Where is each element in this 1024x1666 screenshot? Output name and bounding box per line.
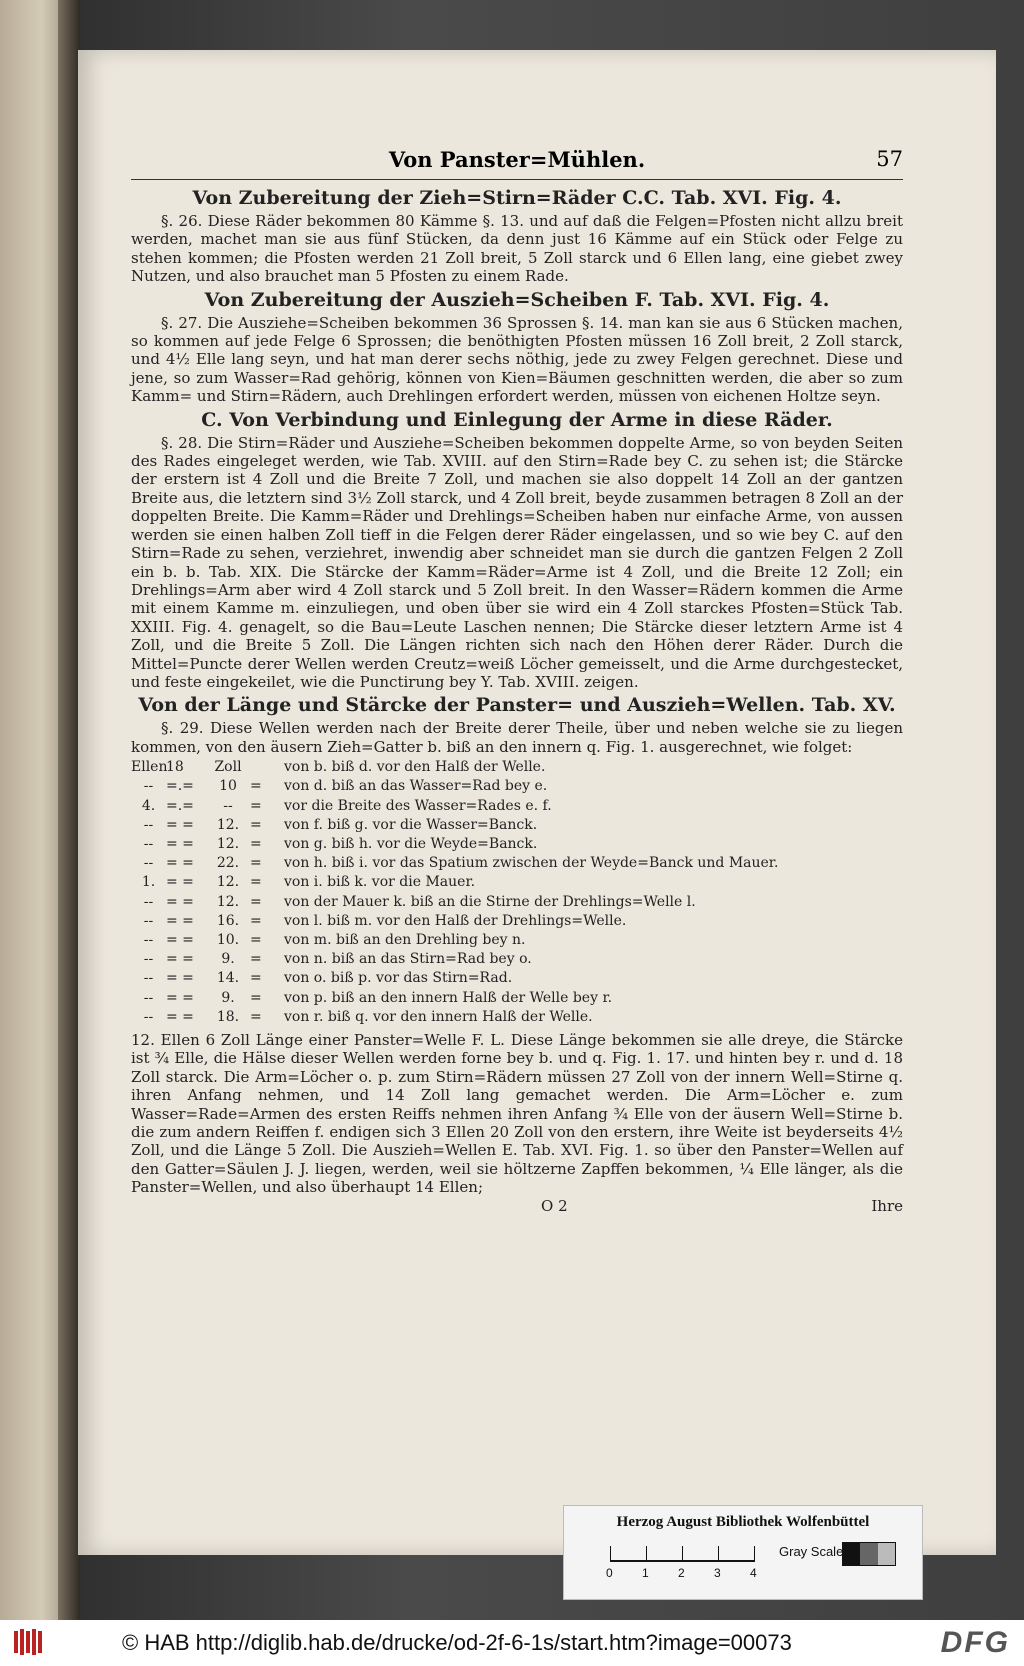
list-item: -- = = 18. = von r. biß q. vor den innern Halß der Welle. [143,1008,593,1025]
paragraph-26: §. 26. Diese Räder bekommen 80 Kämme §. 13. und auf daß die Felgen=Pfosten nicht allzu breit werden, machet man sie aus fünf Stücken, da denn just 16 Kämme auf ein Stück oder Felge zu stehen kommen; die Pfosten werden 21 Zoll breit, 5 Zoll starck und 6 Ellen lang, eine giebet zwey Nutzen, und also brauchet man 5 Pfosten zu einem Rade. [131,212,903,286]
gray-scale-swatches [842,1542,896,1566]
footer-bar [0,1620,1024,1666]
scale-label: 1 [642,1566,649,1580]
plate-title: Herzog August Bibliothek Wolfenbüttel [616,1514,870,1530]
scale-label: 2 [678,1566,685,1580]
library-color-plate [563,1505,923,1600]
book-binding [58,0,80,1620]
list-item: -- = = 14. = von o. biß p. vor das Stirn=Rad. [143,970,513,987]
running-head [131,145,903,180]
paragraph-27: §. 27. Die Ausziehe=Scheiben bekommen 36 Sprossen §. 14. man kan sie aus 6 Stücken machen, so kommen auf jede Felge 6 Sprossen; die benöthigten Pfosten müssen 16 Zoll breit, 2 Zoll starck, und 4½ Elle lang seyn, und hat man derer sechs nöthig, jede zu zwey Felgen gerechnet. Diese und jene, so zum Wasser=Rad gehörig, können von Kien=Bäumen geschnitten werden, die aber so zum Kamm= und Stirn=Rädern, auch Drehlingen erfordert werden, müssen von eichenen Holtze seyn. [131,313,903,406]
list-item: -- = = 12. = von f. biß g. vor die Wasser=Banck. [143,816,538,833]
list-item: 1. = = 12. = von i. biß k. vor die Mauer. [141,874,476,891]
scale-label: 0 [606,1566,613,1580]
heading-2: Von Zubereitung der Auszieh=Scheiben F. Tab. XVI. Fig. 4. [204,288,830,311]
hab-logo-icon [12,1627,46,1657]
scale-label: 4 [750,1566,757,1580]
scale-ruler [610,1544,755,1562]
list-item: 4. =.= -- = vor die Breite des Wasser=Rades e. f. [141,797,552,814]
page-content [131,184,903,1215]
list-item: -- = = 12. = von g. biß h. vor die Weyde=Banck. [143,835,538,852]
list-item: -- = = 10. = von m. biß an den Drehling bey n. [143,931,526,948]
page-number: 57 [876,147,903,171]
catchword-line [131,1197,903,1215]
catchword: Ihre [871,1196,903,1215]
list-item: -- = = 12. = von der Mauer k. biß an die Stirne der Drehlings=Welle l. [143,893,696,910]
list-item: Ellen 18 Zoll von b. biß d. vor den Halß der Welle. [131,759,546,776]
list-item: -- = = 22. = von h. biß i. vor das Spatium zwischen der Weyde=Banck und Mauer. [143,855,779,872]
measure-list [131,758,903,1027]
gray-scale-label: Gray Scale [779,1544,844,1559]
paragraph-after-list: 12. Ellen 6 Zoll Länge einer Panster=Welle F. L. Diese Länge bekommen sie alle dreye, die Stärcke ist ¾ Elle, die Hälse dieser Wellen werden forne bey b. und q. Fig. 1. 17. und hinten bey r. und d. 18 Zoll starck. Die Arm=Löcher o. p. zum Stirn=Rädern müssen 27 Zoll von der innern Well=Stirne q. ihren Anfang nehmen, und 14 Zoll lang gemachet werden. Die Arm=Löcher e. zum Wasser=Rade=Armen des ersten Reiffs nehmen ihren Anfang ¾ Elle von der äusern Well=Stirne b. die zum andern Reiffen f. endigen sich 3 Ellen 20 Zoll von den erstern, ihre Weite ist beyderseits 4½ Zoll, und die Länge 5 Zoll. Die Auszieh=Wellen E. Tab. XVI. Fig. 1. so über den Panster=Wellen auf den Gatter=Säulen J. J. liegen, werden, weil sie höltzerne Zapffen bekommen, ¼ Elle länger, als die Panster=Wellen, und also überhaupt 14 Ellen; [131,1031,903,1197]
signature-mark: O 2 [541,1196,568,1215]
book-page [78,50,996,1555]
paragraph-28: §. 28. Die Stirn=Räder und Ausziehe=Scheiben bekommen doppelte Arme, so von beyden Seiten des Rades eingeleget werden, wie Tab. XVIII. auf den Stirn=Rade bey C. zu sehen ist; die Stärcke der erstern ist 4 Zoll und die Breite 7 Zoll, und machen sie also doppelt 14 Zoll an der gantzen Breite aus, die letztern sind 3½ Zoll starck, und 4 Zoll breit, beyde zusammen betragen 8 Zoll an der doppelten Breite. Die Kamm=Räder und Drehlings=Scheiben haben nur einfache Arme, von aussen werden sie einen halben Zoll tieff in die Felgen derer Räder eingelassen, und so wie bey C. auf den Stirn=Rade zu sehen, verziehret, inwendig aber schneidet man sie durch die gantzen Felgen 2 Zoll ein b. b. Tab. XIX. Die Stärcke der Kamm=Räder=Arme ist 4 Zoll, und die Breite 12 Zoll; ein Drehlings=Arm aber wird 4 Zoll starck und 5 Zoll breit. In den Wasser=Rädern kommen die Arme mit einem Kamme m. einzuliegen, und oben über sie wird ein 4 Zoll starckes Pfosten=Stück Tab. XXIII. Fig. 4. genagelt, so die Bau=Leute Laschen nennen; Die Stärcke dieser letztern Arme ist 4 Zoll, und die Breite 5 Zoll. Die Längen richten sich nach den Höhen derer Räder. Durch die Mittel=Puncte derer Wellen werden Creutz=weiß Löcher gemeisselt, und die Arme durchgestecket, und feste eingekeilet, wie die Punctirung bey Y. Tab. XVIII. zeigen. [131,433,903,691]
running-title: Von Panster=Mühlen. [388,147,646,172]
list-item: -- = = 9. = von n. biß an das Stirn=Rad bey o. [143,951,532,968]
list-item: -- =.= 10 = von d. biß an das Wasser=Rad bey e. [143,778,548,795]
dfg-logo: DFG [940,1626,1010,1659]
list-item: -- = = 16. = von l. biß m. vor den Halß der Drehlings=Welle. [143,912,627,929]
heading-3: C. Von Verbindung und Einlegung der Arme in diese Räder. [201,408,833,431]
heading-1: Von Zubereitung der Zieh=Stirn=Räder C.C. Tab. XVI. Fig. 4. [192,187,842,209]
scale-label: 3 [714,1566,721,1580]
footer-url[interactable]: © HAB http://diglib.hab.de/drucke/od-2f-6-1s/start.htm?image=00073 [122,1630,792,1655]
list-item: -- = = 9. = von p. biß an den innern Halß der Welle bey r. [143,989,613,1006]
heading-4: Von der Länge und Stärcke der Panster= und Auszieh=Wellen. Tab. XV. [138,694,896,717]
paragraph-29: §. 29. Diese Wellen werden nach der Breite derer Theile, über und neben welche sie zu liegen kommen, von den äusern Zieh=Gatter b. biß an den innern q. Fig. 1. ausgerechnet, wie folget: [131,719,903,756]
